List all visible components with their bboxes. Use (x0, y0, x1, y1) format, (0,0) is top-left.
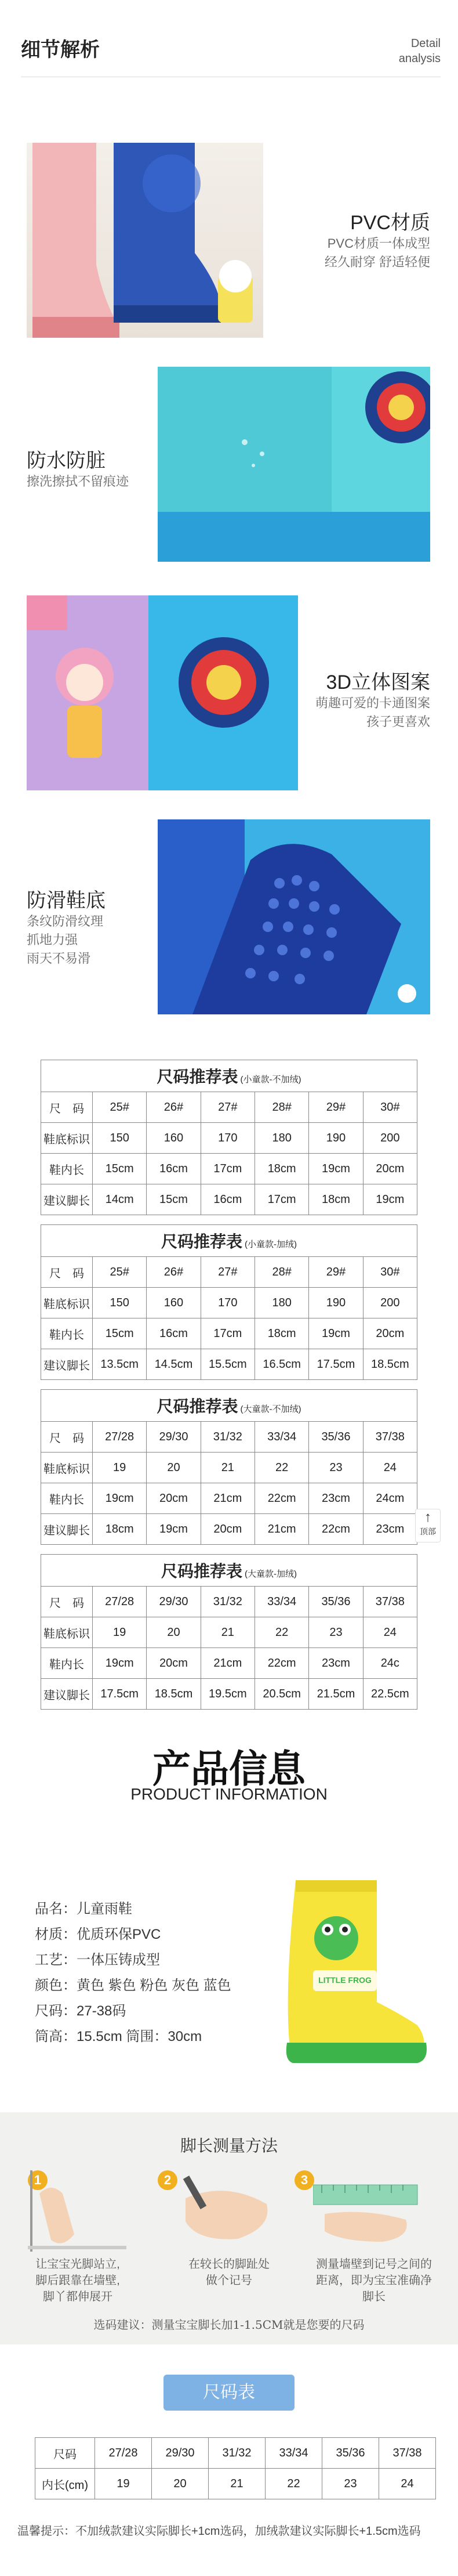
table-row (41, 1514, 417, 1545)
cell: 30# (363, 1257, 417, 1288)
cell: 20.5cm (255, 1679, 308, 1710)
feature-desc-line: 雨天不易滑 (27, 951, 91, 966)
cell: 24 (379, 2469, 436, 2499)
step-number: 2 (158, 2170, 177, 2190)
cell: 190 (309, 1123, 363, 1154)
size-table-caption (41, 1390, 417, 1422)
row-label: 鞋内长 (41, 1483, 93, 1514)
table-row (41, 1453, 417, 1483)
cell: 17.5cm (93, 1679, 147, 1710)
spec-line: 品名：儿童雨鞋 (35, 1901, 132, 1917)
cell: 24 (363, 1453, 417, 1483)
step-text-line: 距离，即为宝宝准确净 (316, 2274, 432, 2287)
caption-text: 尺码推荐表 (161, 1562, 242, 1580)
cell: 21 (209, 2469, 266, 2499)
cell: 21cm (255, 1514, 308, 1545)
cell: 160 (147, 1288, 201, 1318)
cell: 20cm (363, 1318, 417, 1349)
feature-desc-line: 抓地力强 (27, 933, 78, 947)
cell: 25# (93, 1092, 147, 1123)
product-image-yellow-boot (261, 1874, 435, 2066)
cell: 180 (255, 1123, 308, 1154)
cell: 200 (363, 1288, 417, 1318)
cell: 33/34 (255, 1587, 308, 1617)
caption-note: (小童款-加绒) (245, 1240, 297, 1249)
photo-pvc-boots (27, 143, 263, 338)
table-row (41, 1288, 417, 1318)
cell: 19cm (309, 1318, 363, 1349)
arrow-up-icon: ↑ (424, 1509, 431, 1525)
cell: 21 (201, 1617, 255, 1648)
table-row (41, 1483, 417, 1514)
cell: 150 (93, 1123, 147, 1154)
cell: 23cm (309, 1648, 363, 1679)
cell: 18.5cm (147, 1679, 201, 1710)
feature-title: 防滑鞋底 (27, 890, 106, 912)
cell: 24 (363, 1617, 417, 1648)
cell: 19cm (309, 1154, 363, 1184)
cell: 18.5cm (363, 1349, 417, 1380)
cell: 20 (147, 1617, 201, 1648)
size-table-small-no-fleece (41, 1060, 417, 1215)
feature-desc-line: 经久耐穿 舒适轻便 (324, 255, 430, 269)
cell: 37/38 (363, 1422, 417, 1453)
cell: 25# (93, 1257, 147, 1288)
cell: 18cm (255, 1154, 308, 1184)
bottom-size-table (35, 2437, 436, 2499)
photo-waterproof-boot (158, 367, 430, 562)
size-chart-button[interactable]: 尺码表 (163, 2375, 295, 2411)
cell: 27# (201, 1257, 255, 1288)
cell: 190 (309, 1288, 363, 1318)
cell: 24cm (363, 1483, 417, 1514)
table-row (41, 1257, 417, 1288)
cell: 28# (255, 1092, 308, 1123)
cell: 13.5cm (93, 1349, 147, 1380)
cell: 22cm (255, 1648, 308, 1679)
cell: 17cm (201, 1154, 255, 1184)
cell: 35/36 (322, 2438, 379, 2469)
step-text-line: 测量墙壁到记号之间的 (316, 2258, 432, 2271)
step-text-line: 让宝宝光脚站立, (35, 2258, 120, 2271)
photo-antislip-sole (158, 819, 430, 1014)
cell: 19 (95, 2469, 152, 2499)
row-label: 尺 码 (41, 1422, 93, 1453)
table-row (41, 1587, 417, 1617)
step-text (301, 2256, 446, 2305)
step-number: 1 (28, 2170, 48, 2190)
row-label: 尺 码 (41, 1092, 93, 1123)
cell: 31/32 (201, 1422, 255, 1453)
cell: 170 (201, 1288, 255, 1318)
cell: 37/38 (379, 2438, 436, 2469)
row-label: 尺 码 (41, 1257, 93, 1288)
cell: 31/32 (201, 1587, 255, 1617)
cell: 18cm (93, 1514, 147, 1545)
product-info-title: 产品信息 (152, 1747, 306, 1790)
row-label: 建议脚长 (41, 1349, 93, 1380)
feature-desc (278, 234, 430, 272)
cell: 19.5cm (201, 1679, 255, 1710)
cell: 26# (147, 1092, 201, 1123)
cell: 33/34 (255, 1422, 308, 1453)
cell: 21.5cm (309, 1679, 363, 1710)
cell: 14cm (93, 1184, 147, 1215)
cell: 16.5cm (255, 1349, 308, 1380)
foot-wall-illustration (28, 2170, 126, 2252)
caption-text: 尺码推荐表 (157, 1397, 238, 1415)
measure-title: 脚长测量方法 (180, 2137, 278, 2155)
cell: 15cm (147, 1184, 201, 1215)
cell: 23cm (363, 1514, 417, 1545)
row-label: 建议脚长 (41, 1184, 93, 1215)
boot-badge-text: LITTLE FROG (318, 1975, 372, 1985)
cell: 180 (255, 1288, 308, 1318)
cell: 27/28 (93, 1422, 147, 1453)
product-info-subtitle: PRODUCT INFORMATION (130, 1785, 328, 1803)
table-row (41, 1679, 417, 1710)
cell: 16cm (147, 1318, 201, 1349)
cell: 29# (309, 1257, 363, 1288)
feature-title: 防水防脏 (27, 450, 106, 472)
feature-desc (27, 912, 103, 968)
cell: 22.5cm (363, 1679, 417, 1710)
cell: 22cm (255, 1483, 308, 1514)
table-row (41, 1092, 417, 1123)
cell: 20cm (363, 1154, 417, 1184)
feature-title: 3D立体图案 (326, 671, 430, 693)
table-row (41, 1184, 417, 1215)
step-text-line: 脚丫都伸展开 (43, 2290, 112, 2303)
cell: 29/30 (147, 1422, 201, 1453)
step-number: 3 (295, 2170, 314, 2190)
size-table-caption (41, 1225, 417, 1257)
cell: 30# (363, 1092, 417, 1123)
cell: 21 (201, 1453, 255, 1483)
cell: 21cm (201, 1648, 255, 1679)
cell: 26# (147, 1257, 201, 1288)
step-text-line: 在较长的脚趾处 (188, 2258, 270, 2271)
cell: 24c (363, 1648, 417, 1679)
cell: 17.5cm (309, 1349, 363, 1380)
table-row (35, 2438, 436, 2469)
row-label: 鞋内长 (41, 1648, 93, 1679)
size-table-big-fleece (41, 1554, 417, 1710)
cell: 35/36 (309, 1422, 363, 1453)
cell: 19cm (147, 1514, 201, 1545)
cell: 20 (152, 2469, 209, 2499)
cell: 19 (93, 1453, 147, 1483)
feature-desc: 擦洗擦拭不留痕迹 (27, 474, 129, 489)
cell: 37/38 (363, 1587, 417, 1617)
cell: 23 (309, 1453, 363, 1483)
cell: 200 (363, 1123, 417, 1154)
feature-desc-line: 萌趣可爱的卡通图案 (315, 696, 430, 710)
caption-text: 尺码推荐表 (161, 1233, 242, 1251)
size-table-caption (41, 1555, 417, 1587)
cell: 22 (266, 2469, 322, 2499)
cell: 22cm (309, 1514, 363, 1545)
cell: 15.5cm (201, 1349, 255, 1380)
cell: 19 (93, 1617, 147, 1648)
spec-line: 颜色：黄色 紫色 粉色 灰色 蓝色 (35, 1978, 231, 1993)
spec-line: 工艺：一体压铸成型 (35, 1952, 160, 1968)
cell: 33/34 (266, 2438, 322, 2469)
table-row (35, 2469, 436, 2499)
cell: 27/28 (93, 1587, 147, 1617)
cell: 19cm (363, 1184, 417, 1215)
cell: 18cm (309, 1184, 363, 1215)
row-label: 建议脚长 (41, 1679, 93, 1710)
row-label: 鞋底标识 (41, 1453, 93, 1483)
row-label: 内长(cm) (35, 2469, 95, 2499)
product-specs (35, 1896, 231, 2050)
cell: 20cm (147, 1648, 201, 1679)
table-row (41, 1648, 417, 1679)
caption-note: (大童款-不加绒) (240, 1404, 301, 1414)
table-row (41, 1318, 417, 1349)
pen-mark-illustration (168, 2175, 278, 2250)
cell: 14.5cm (147, 1349, 201, 1380)
cell: 16cm (201, 1184, 255, 1215)
spec-line: 尺码：27-38码 (35, 2003, 126, 2019)
cell: 28# (255, 1257, 308, 1288)
row-label: 鞋内长 (41, 1318, 93, 1349)
cell: 160 (147, 1123, 201, 1154)
row-label: 尺 码 (41, 1587, 93, 1617)
cell: 29/30 (152, 2438, 209, 2469)
cell: 17cm (255, 1184, 308, 1215)
subtitle-line-1: Detail (410, 37, 441, 50)
cell: 20cm (201, 1514, 255, 1545)
row-label: 鞋底标识 (41, 1617, 93, 1648)
cell: 22 (255, 1453, 308, 1483)
cell: 35/36 (309, 1587, 363, 1617)
feature-title: PVC材质 (350, 212, 430, 234)
row-label: 鞋底标识 (41, 1123, 93, 1154)
cell: 23 (309, 1617, 363, 1648)
size-table-small-fleece (41, 1224, 417, 1380)
table-row (41, 1123, 417, 1154)
cell: 29/30 (147, 1587, 201, 1617)
step-text-line: 做个记号 (206, 2274, 252, 2287)
cell: 17cm (201, 1318, 255, 1349)
feature-desc-line: PVC材质一体成型 (327, 236, 430, 251)
row-label: 鞋底标识 (41, 1288, 93, 1318)
table-row (41, 1422, 417, 1453)
cell: 19cm (93, 1483, 147, 1514)
cell: 23 (322, 2469, 379, 2499)
cell: 27/28 (95, 2438, 152, 2469)
table-row (41, 1617, 417, 1648)
caption-note: (大童款-加绒) (245, 1569, 297, 1579)
step-text-line: 脚长 (362, 2290, 386, 2303)
feature-desc-line: 条纹防滑纹理 (27, 914, 104, 928)
cell: 16cm (147, 1154, 201, 1184)
cell: 22 (255, 1617, 308, 1648)
cell: 19cm (93, 1648, 147, 1679)
size-tip: 温馨提示：不加绒款建议实际脚长+1cm选码，加绒款建议实际脚长+1.5cm选码 (17, 2525, 421, 2538)
section-subtitle-en (399, 36, 441, 66)
cell: 170 (201, 1123, 255, 1154)
table-row (41, 1349, 417, 1380)
subtitle-line-2: analysis (398, 52, 441, 65)
step-text (14, 2256, 141, 2305)
back-to-top-label: 顶部 (420, 1527, 436, 1536)
caption-text: 尺码推荐表 (157, 1068, 238, 1086)
cell: 29# (309, 1092, 363, 1123)
cell: 150 (93, 1288, 147, 1318)
feature-desc (290, 694, 430, 731)
caption-note: (小童款-不加绒) (240, 1075, 301, 1085)
size-table-big-no-fleece (41, 1389, 417, 1545)
step-text (162, 2256, 296, 2289)
cell: 20 (147, 1453, 201, 1483)
cell: 31/32 (209, 2438, 266, 2469)
row-label: 尺码 (35, 2438, 95, 2469)
spec-line: 材质：优质环保PVC (35, 1927, 161, 1942)
ruler-illustration (313, 2173, 429, 2249)
spec-line: 筒高：15.5cm 筒围：30cm (35, 2029, 202, 2044)
photo-3d-pattern (27, 595, 298, 790)
back-to-top-button[interactable] (415, 1509, 441, 1542)
cell: 27# (201, 1092, 255, 1123)
row-label: 鞋内长 (41, 1154, 93, 1184)
cell: 18cm (255, 1318, 308, 1349)
section-title: 细节解析 (21, 39, 100, 61)
size-table-caption (41, 1060, 417, 1092)
feature-desc-line: 孩子更喜欢 (366, 714, 430, 729)
cell: 15cm (93, 1154, 147, 1184)
table-row (41, 1154, 417, 1184)
cell: 15cm (93, 1318, 147, 1349)
row-label: 建议脚长 (41, 1514, 93, 1545)
cell: 23cm (309, 1483, 363, 1514)
size-advice-note: 选码建议：测量宝宝脚长加1-1.5CM就是您要的尺码 (93, 2318, 365, 2332)
step-text-line: 脚后跟靠在墙壁, (35, 2274, 120, 2287)
cell: 21cm (201, 1483, 255, 1514)
cell: 20cm (147, 1483, 201, 1514)
